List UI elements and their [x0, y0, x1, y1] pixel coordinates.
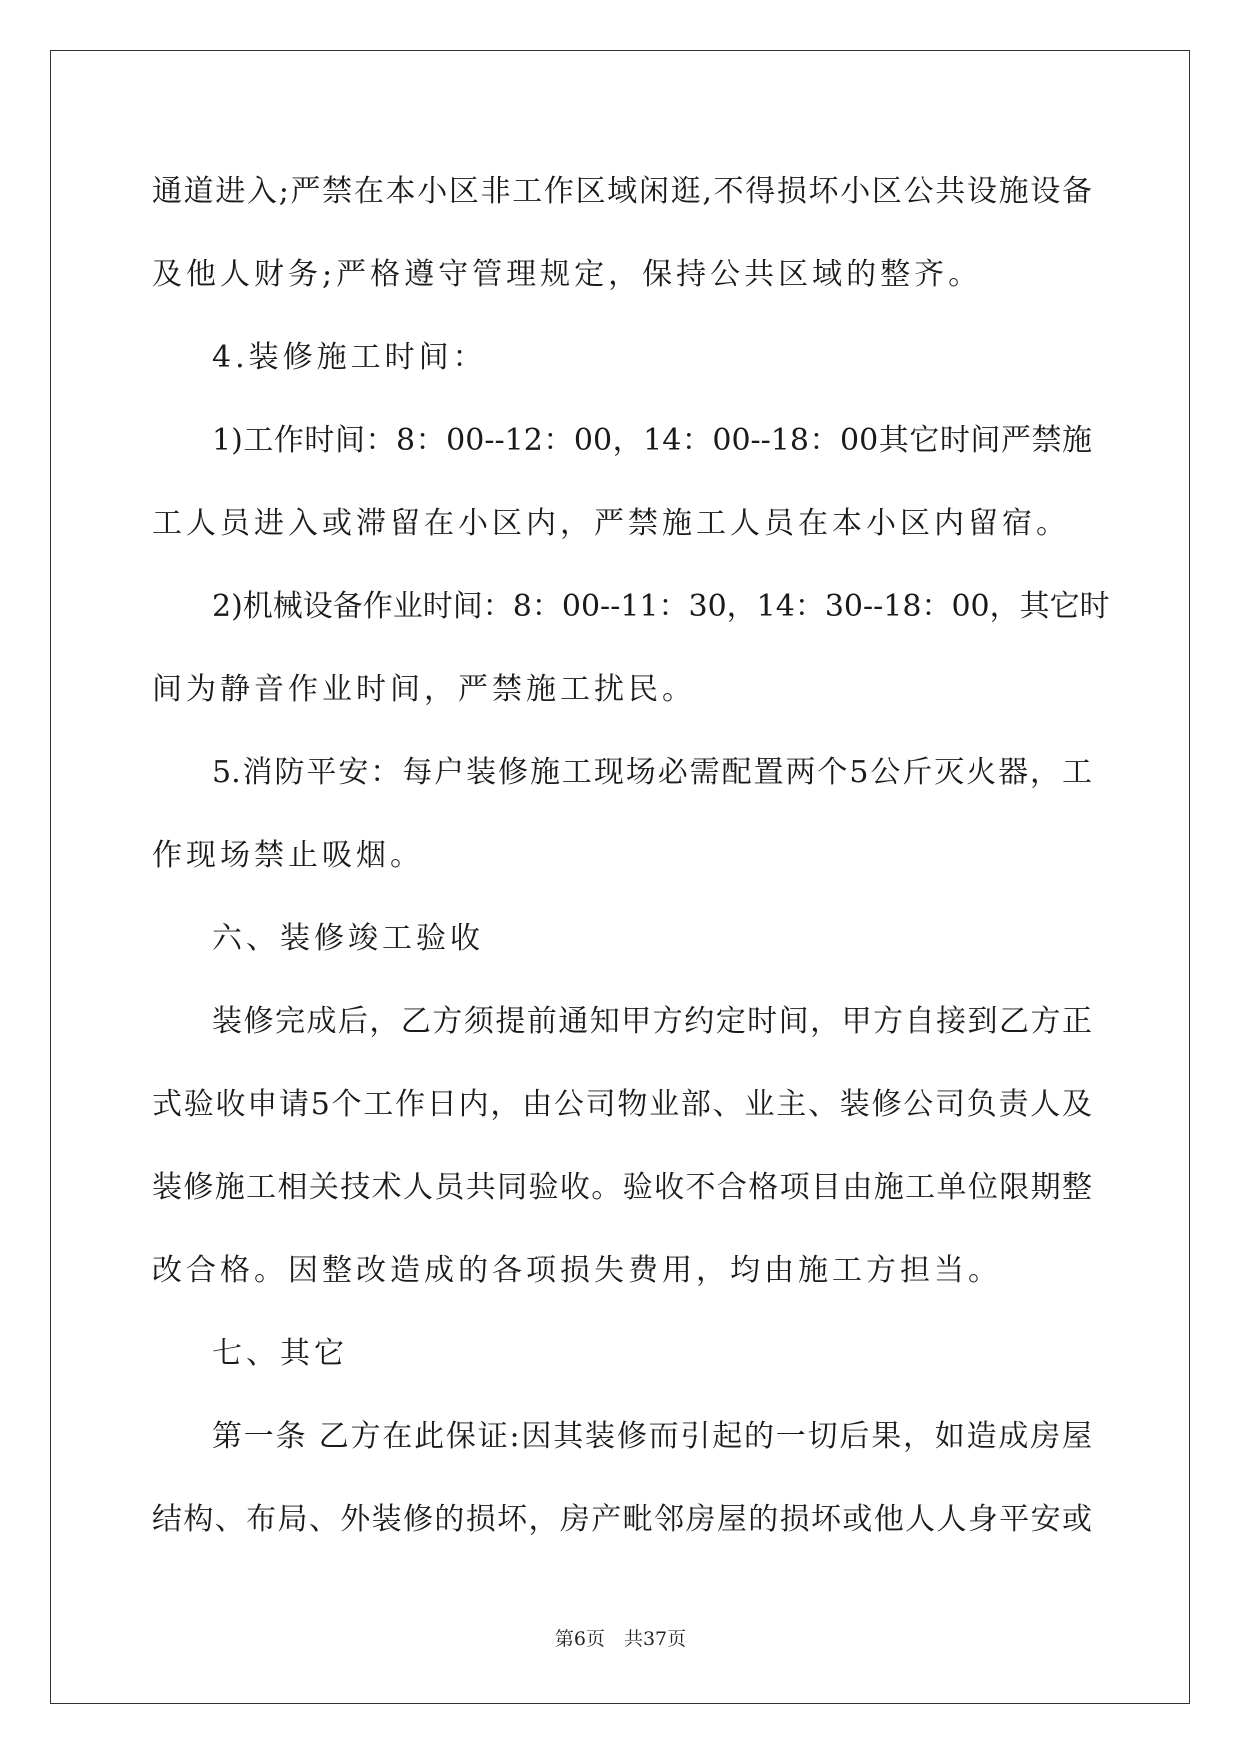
paragraph-line: 间为静音作业时间，严禁施工扰民。 — [152, 672, 696, 707]
paragraph-line: 1)工作时间：8：00--12：00，14：00--18：00其它时间严禁施 — [212, 423, 1092, 458]
paragraph-line: 第一条 乙方在此保证:因其装修而引起的一切后果，如造成房屋 — [212, 1419, 1092, 1454]
section-heading: 七、其它 — [212, 1336, 348, 1371]
paragraph-line: 通道进入;严禁在本小区非工作区域闲逛,不得损坏小区公共设施设备 — [152, 174, 1092, 209]
paragraph-line: 式验收申请5个工作日内，由公司物业部、业主、装修公司负责人及 — [152, 1087, 1092, 1122]
paragraph-line: 2)机械设备作业时间：8：00--11：30，14：30--18：00，其它时 — [212, 589, 1110, 624]
section-heading: 4.装修施工时间： — [212, 340, 487, 375]
paragraph-line: 及他人财务;严格遵守管理规定，保持公共区域的整齐。 — [152, 257, 983, 292]
paragraph-line: 改合格。因整改造成的各项损失费用，均由施工方担当。 — [152, 1253, 1002, 1288]
paragraph-line: 5.消防平安：每户装修施工现场必需配置两个5公斤灭火器，工 — [212, 755, 1092, 790]
paragraph-line: 工人员进入或滞留在小区内，严禁施工人员在本小区内留宿。 — [152, 506, 1070, 541]
paragraph-line: 装修施工相关技术人员共同验收。验收不合格项目由施工单位限期整 — [152, 1170, 1092, 1205]
paragraph-line: 装修完成后，乙方须提前通知甲方约定时间，甲方自接到乙方正 — [212, 1004, 1092, 1039]
section-heading: 六、装修竣工验收 — [212, 921, 484, 956]
page-number: 第6页 共37页 — [554, 1628, 687, 1650]
paragraph-line: 作现场禁止吸烟。 — [152, 838, 424, 873]
paragraph-line: 结构、布局、外装修的损坏，房产毗邻房屋的损坏或他人人身平安或 — [152, 1502, 1092, 1537]
